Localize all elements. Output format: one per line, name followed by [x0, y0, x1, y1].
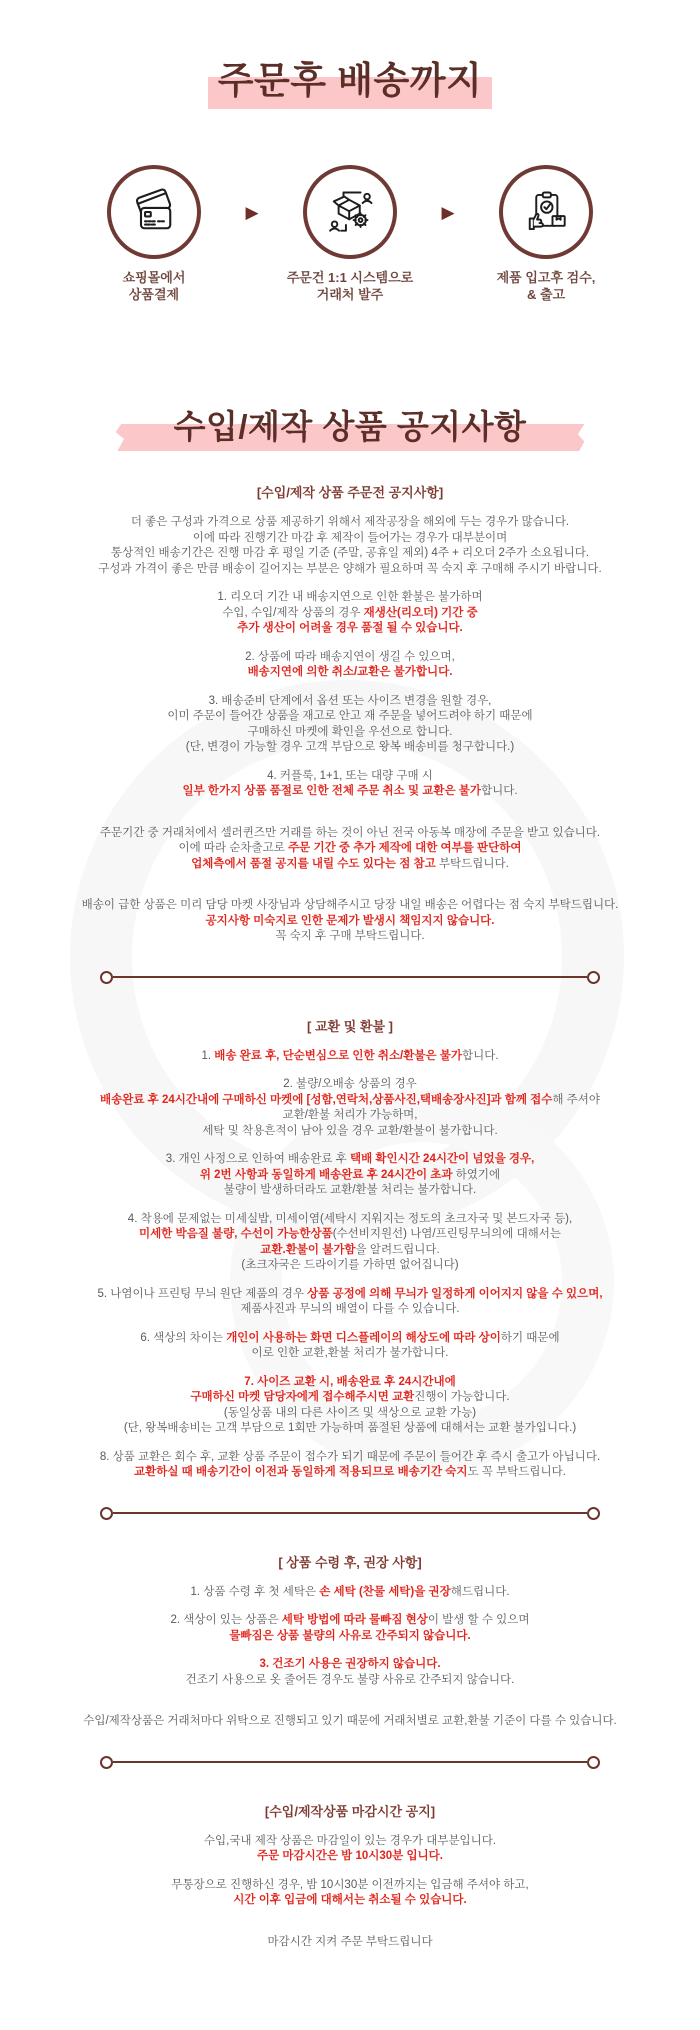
text-segment: 물빠짐은 상품 불량의 사유로 간주되지 않습니다.	[229, 1629, 471, 1642]
notice-line	[0, 1935, 700, 1951]
page-title: 주문후 배송까지	[208, 50, 492, 109]
text-segment: 1. 상품 수령 후 첫 세탁은	[190, 1585, 320, 1598]
text-segment: 재생산(리오더) 기간 중	[363, 606, 478, 619]
text-segment: 3. 개인 사정으로 인하여 배송완료 후	[165, 1153, 350, 1165]
text-segment: 꼭 숙지 후 구매 부탁드립니다.	[275, 930, 425, 942]
inspection-shipping-icon	[520, 186, 572, 238]
text-segment: 업체측에서 품절 공지를 내릴 수도 있다는 점 참고	[191, 857, 436, 870]
notice-line	[0, 1613, 700, 1629]
section-divider	[100, 1756, 600, 1769]
text-segment: 1. 리오더 기간 내 배송지연으로 인한 환불은 불가하며	[217, 591, 483, 603]
notice-line	[0, 1878, 700, 1894]
notice-block	[0, 1450, 700, 1481]
notice-block	[0, 1878, 700, 1909]
notice-line	[0, 562, 700, 578]
section-divider	[100, 1507, 600, 1520]
text-segment: 2. 상품에 따라 배송지연이 생길 수 있으며,	[245, 650, 455, 663]
text-segment: 교환하실 때 배송기간이 이전과 동일하게 적용되므로 배송기간 숙지	[134, 1466, 468, 1478]
text-segment: (단, 왕복배송비는 고객 부담으로 1회만 가능하며 품절된 상품에 대해서는 교환 불가입니다.)	[123, 1422, 577, 1434]
text-segment: (단, 변경이 가능할 경우 고객 부담으로 왕복 배송비를 청구합니다.)	[185, 741, 515, 753]
notice-block	[0, 1375, 700, 1437]
text-segment: 이에 따라 진행기간 마감 후 제작이 들어가는 경우가 대부분이며	[192, 531, 508, 544]
text-segment: 해드립니다.	[450, 1585, 510, 1598]
text-segment: 상품 공정에 의해 무늬가 일정하게 이어지지 않을 수 있으며,	[307, 1287, 603, 1300]
text-segment: 을 알려드립니다.	[355, 1243, 440, 1256]
text-segment: 4. 착용에 문제없는 미세실밥, 미세이염(세탁시 지워지는 정도의 초크자국 및 본드자국 등),	[127, 1212, 573, 1225]
section-divider	[100, 971, 600, 984]
step-label	[497, 269, 596, 303]
notice-line	[0, 1893, 700, 1909]
notice-block	[0, 1077, 700, 1139]
text-segment: 부탁드립니다.	[435, 857, 509, 870]
notice-line	[0, 929, 700, 945]
notice-block	[0, 1287, 700, 1318]
text-segment: 하기 때문에	[500, 1331, 560, 1344]
notice-block	[0, 515, 700, 577]
notice-line	[0, 1673, 700, 1689]
text-segment: 개인이 사용하는 화면 디스플레이의 해상도에 따라 상이	[226, 1331, 501, 1344]
notice-block	[0, 769, 700, 800]
notice-block	[0, 694, 700, 756]
notice-line	[0, 1834, 700, 1850]
step-circle	[499, 165, 593, 259]
notice-line	[0, 826, 700, 842]
text-segment: 진행이 가능합니다.	[414, 1391, 510, 1403]
notice-line	[0, 1077, 700, 1093]
notice-line	[0, 784, 700, 800]
text-segment: 손 세탁 (찬물 세탁)을 권장	[319, 1585, 451, 1598]
notice-line	[0, 590, 700, 606]
text-segment: 이미 주문이 들어간 상품을 재고로 안고 재 주문을 넣어드려야 하기 때문에	[167, 710, 533, 722]
notice-line	[0, 546, 700, 562]
text-segment: 택배 확인시간 24시간이 넘었을 경우,	[350, 1153, 535, 1165]
notice-block	[0, 898, 700, 945]
notice-sections	[0, 482, 700, 1950]
process-step-payment	[70, 165, 238, 303]
notice-block	[0, 1935, 700, 1951]
notice-line	[0, 857, 700, 873]
text-segment: 주문기간 중 거래처에서 셀러퀸즈만 거래를 하는 것이 아닌 전국 아동복 매장에 주문을 받고 있습니다.	[99, 826, 601, 839]
text-segment: (동일상품 내의 다른 사이즈 및 색상으로 교환 가능)	[223, 1406, 477, 1419]
process-step-inspection	[462, 165, 630, 303]
text-segment: 합니다.	[481, 785, 518, 797]
text-segment: 2. 불량/오배송 상품의 경우	[283, 1078, 417, 1090]
step-circle	[107, 165, 201, 259]
notice-line	[0, 1093, 700, 1109]
divider-line	[113, 1761, 587, 1763]
notice-block	[0, 1657, 700, 1688]
notice-line	[0, 1390, 700, 1406]
notice-line	[0, 694, 700, 710]
text-segment: 구매하신 마켓에 확인을 우선으로 합니다.	[247, 725, 453, 738]
step-label-line: 상품결제	[128, 287, 180, 302]
notice-line	[0, 515, 700, 531]
notice-line	[0, 1302, 700, 1318]
step-circle	[303, 165, 397, 259]
text-segment: 시간 이후 입금에 대해서는 취소될 수 있습니다.	[233, 1894, 467, 1906]
text-segment: 합니다.	[462, 1049, 499, 1062]
text-segment: 교환/환불 처리가 가능하며,	[282, 1109, 418, 1121]
notice-block	[0, 1152, 700, 1199]
divider-endpoint	[100, 1756, 113, 1769]
notice-section	[0, 1801, 700, 1951]
text-segment: 수입/제작상품은 거래처마다 위탁으로 진행되고 있기 때문에 거래처별로 교환,환불 기준이 다를 수 있습니다.	[83, 1715, 617, 1727]
notice-block	[0, 826, 700, 873]
text-segment: 주문 마감시간은 밤 10시30분 입니다.	[257, 1850, 443, 1862]
text-segment: 통상적인 배송기간은 진행 마감 후 평일 기준 (주말, 공휴일 제외) 4주 + 리오더 2주가 소요됩니다.	[110, 547, 590, 559]
step-label-line: 제품 입고후 검수,	[496, 270, 596, 285]
text-segment: 무통장으로 진행하신 경우, 밤 10시30분 이전까지는 입금해 주셔야 하고,	[171, 1878, 529, 1891]
notice-block	[0, 590, 700, 637]
text-segment: 미세한 박음질 불량, 수선이 가능한상품	[138, 1228, 333, 1240]
notice-line	[0, 914, 700, 930]
text-segment: 수입, 수입/제작 상품의 경우	[222, 606, 364, 619]
text-segment: 제품사진과 무늬의 배열이 다를 수 있습니다.	[240, 1303, 460, 1315]
notice-line	[0, 1287, 700, 1303]
notice-line	[0, 621, 700, 637]
text-segment: 교환.환불이 불가함	[260, 1243, 356, 1256]
order-system-icon	[324, 186, 376, 238]
divider-endpoint	[100, 1507, 113, 1520]
text-segment: 건조기 사용으로 옷 줄어든 경우도 불량 사유로 간주되지 않습니다.	[185, 1673, 515, 1686]
divider-endpoint	[100, 971, 113, 984]
notice-block	[0, 1331, 700, 1362]
text-segment: 도 꼭 부탁드립니다.	[467, 1466, 566, 1478]
text-segment: 2. 색상이 있는 상품은	[170, 1614, 282, 1626]
text-segment: 공지사항 미숙지로 인한 문제가 발생시 책임지지 않습니다.	[205, 914, 495, 927]
text-segment: (수선비지원선) 나염/프린팅무늬의에 대해서는	[332, 1228, 562, 1240]
section-header: [ 교환 및 환불 ]	[307, 1018, 393, 1034]
notice-line	[0, 1168, 700, 1184]
notice-block	[0, 1049, 700, 1065]
text-segment: 7. 사이즈 교환 시, 배송완료 후 24시간내에	[244, 1375, 456, 1388]
notice-line	[0, 531, 700, 547]
text-segment: 1.	[201, 1049, 215, 1062]
text-segment: 구성과 가격이 좋은 만큼 배송이 길어지는 부분은 양해가 필요하며 꼭 숙지 후 구매해 주시기 바랍니다.	[98, 562, 602, 575]
text-segment: 5. 나염이나 프린팅 무늬 원단 제품의 경우	[97, 1287, 308, 1300]
process-step-order-system	[266, 165, 434, 303]
notice-line	[0, 841, 700, 857]
text-segment: 배송지연에 의한 취소/교환은 불가합니다.	[247, 666, 453, 678]
notice-line	[0, 1331, 700, 1347]
section-header: [ 상품 수령 후, 권장 사항]	[278, 1554, 422, 1570]
notice-line	[0, 1375, 700, 1391]
notice-line	[0, 1108, 700, 1124]
notice-line	[0, 1657, 700, 1673]
notice-line	[0, 1152, 700, 1168]
step-label	[287, 269, 413, 303]
notice-block	[0, 1212, 700, 1274]
section-header: [수입/제작상품 마감시간 공지]	[264, 1803, 436, 1819]
notice-line	[0, 1243, 700, 1259]
notice-line	[0, 1629, 700, 1645]
notice-line	[0, 898, 700, 914]
text-segment: 위 2번 사항과 동일하게 배송완료 후 24시간이 초과	[199, 1168, 456, 1181]
step-label	[123, 269, 186, 303]
notice-section	[0, 1552, 700, 1730]
notice-line	[0, 665, 700, 681]
step-label-line: 거래처 발주	[316, 287, 384, 302]
divider-line	[113, 1512, 587, 1514]
text-segment: 구매하신 마켓 담당자에게 접수해주시면 교환	[190, 1391, 415, 1403]
notice-line	[0, 1227, 700, 1243]
notice-line	[0, 1406, 700, 1422]
text-segment: 마감시간 지켜 주문 부탁드립니다	[267, 1935, 433, 1948]
divider-endpoint	[587, 971, 600, 984]
divider-line	[113, 976, 587, 978]
text-segment: 8. 상품 교환은 회수 후, 교환 상품 주문이 접수가 되기 때문에 주문이 들어간 후 즉시 출고가 아닙니다.	[99, 1450, 601, 1463]
notice-line	[0, 1346, 700, 1362]
text-segment: 3. 건조기 사용은 권장하지 않습니다.	[259, 1658, 441, 1670]
text-segment: 하였기에	[455, 1168, 501, 1181]
notice-section	[0, 482, 700, 945]
arrow-right-icon: ▶	[245, 203, 259, 222]
text-segment: 배송 완료 후, 단순변심으로 인한 취소/환불은 불가	[214, 1049, 462, 1062]
notice-line	[0, 1212, 700, 1228]
text-segment: 주문 기간 중 추가 제작에 대한 여부를 판단하여	[288, 842, 522, 854]
text-segment: 6. 색상의 차이는	[140, 1331, 227, 1344]
text-segment: 이로 인한 교환,환불 처리가 불가합니다.	[251, 1347, 449, 1359]
notice-line	[0, 725, 700, 741]
notice-line	[0, 709, 700, 725]
notice-line	[0, 1714, 700, 1730]
text-segment: 3. 배송준비 단계에서 옵션 또는 사이즈 변경을 원할 경우,	[208, 694, 492, 707]
text-segment: 4. 커플룩, 1+1, 또는 대량 구매 시	[267, 769, 433, 782]
text-segment: 세탁 방법에 따라 물빠짐 현상	[281, 1614, 428, 1626]
notice-line	[0, 1124, 700, 1140]
text-segment: 불량이 발생하더라도 교환/환불 처리는 불가합니다.	[223, 1184, 477, 1196]
notice-section	[0, 1016, 700, 1481]
text-segment: 배송완료 후 24시간내에 구매하신 마켓에 [성함,연락처,상품사진,택배송장사진]과 함께 접수	[100, 1093, 553, 1106]
divider-endpoint	[587, 1507, 600, 1520]
notice-line	[0, 1450, 700, 1466]
notice-title: 수입/제작 상품 공지사항	[173, 408, 527, 445]
notice-line	[0, 740, 700, 756]
text-segment: 이 발생 할 수 있으며	[427, 1614, 530, 1626]
notice-line	[0, 1585, 700, 1601]
divider-endpoint	[587, 1756, 600, 1769]
section-header: [수입/제작 상품 주문전 공지사항]	[256, 485, 444, 500]
text-segment: 세탁 및 착용흔적이 남아 있을 경우 교환/환불이 불가합니다.	[202, 1124, 498, 1137]
notice-line	[0, 650, 700, 666]
notice-title-block	[174, 401, 527, 448]
notice-line	[0, 1049, 700, 1065]
notice-block	[0, 1834, 700, 1865]
text-segment: 이에 따라 순차출고로	[178, 842, 289, 854]
text-segment: 더 좋은 구성과 가격으로 상품 제공하기 위해서 제작공장을 해외에 두는 경우가 많습니다.	[130, 516, 570, 528]
step-label-line: 주문건 1:1 시스템으로	[286, 270, 414, 285]
notice-block	[0, 1714, 700, 1730]
text-segment: 배송이 급한 상품은 미리 담당 마켓 사장님과 상담해주시고 당장 내일 배송은 어렵다는 점 숙지 부탁드립니다.	[81, 899, 619, 911]
credit-cards-icon	[128, 186, 180, 238]
notice-line	[0, 769, 700, 785]
text-segment: 일부 한가지 상품 품절로 인한 전체 주문 취소 및 교환은 불가	[182, 785, 482, 797]
notice-line	[0, 1849, 700, 1865]
notice-line	[0, 1258, 700, 1274]
step-label-line: 쇼핑몰에서	[122, 270, 186, 285]
notice-block	[0, 1585, 700, 1601]
notice-line	[0, 606, 700, 622]
notice-line	[0, 1183, 700, 1199]
main-title-row	[0, 50, 700, 109]
notice-line	[0, 1465, 700, 1481]
step-label-line: & 출고	[526, 287, 566, 302]
notice-block	[0, 1613, 700, 1644]
arrow-right-icon: ▶	[441, 203, 455, 222]
text-segment: 해 주셔야	[552, 1093, 600, 1106]
text-segment: 추가 생산이 어려울 경우 품절 될 수 있습니다.	[237, 622, 463, 634]
order-process-steps	[0, 165, 700, 303]
text-segment: (초크자국은 드라이기를 가하면 없어집니다)	[241, 1259, 459, 1271]
notice-line	[0, 1421, 700, 1437]
text-segment: 수입,국내 제작 상품은 마감일이 있는 경우가 대부분입니다.	[203, 1834, 497, 1847]
notice-block	[0, 650, 700, 681]
